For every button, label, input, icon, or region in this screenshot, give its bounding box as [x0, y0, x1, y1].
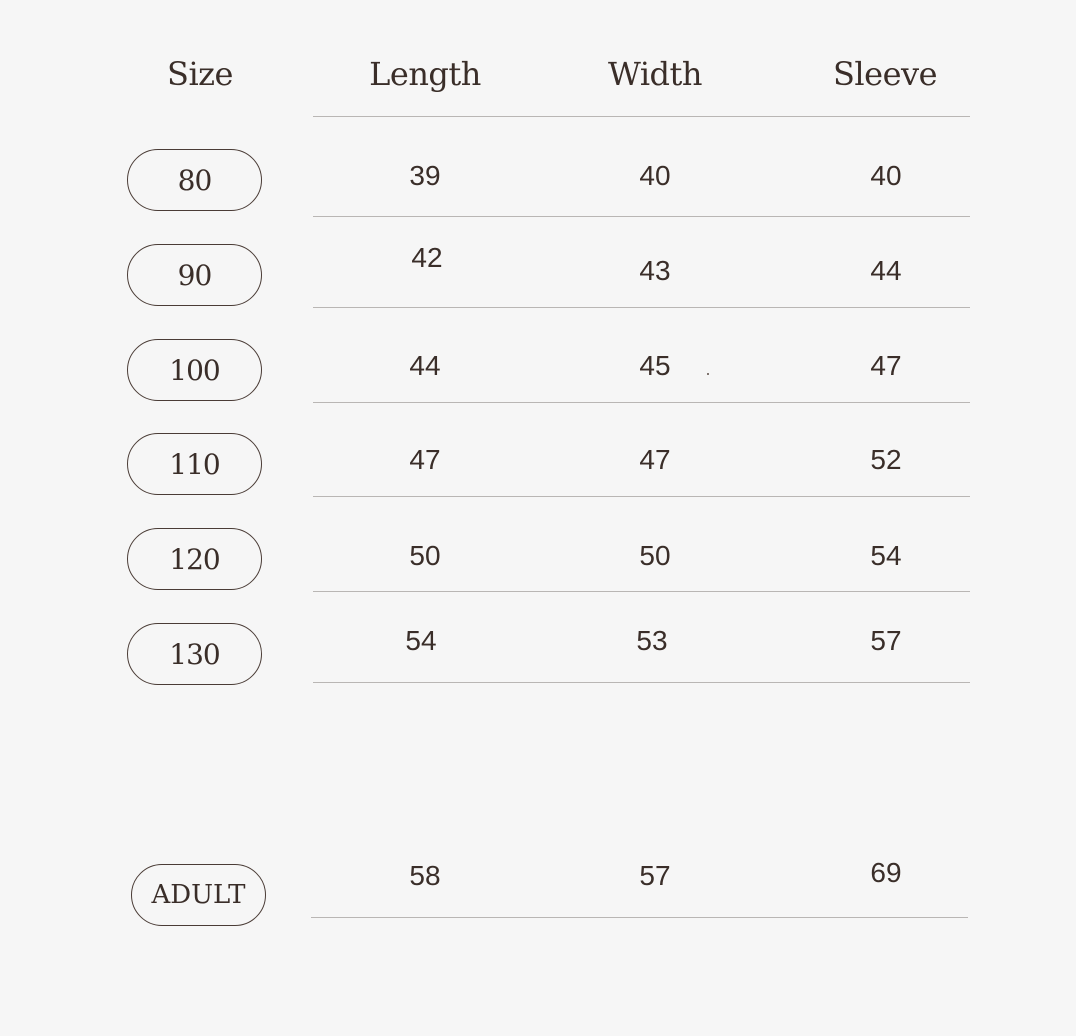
sleeve-value: 52 [870, 444, 902, 475]
header-sleeve: Sleeve [832, 55, 938, 93]
size-pill-130: 130 [127, 623, 262, 685]
length-value: 54 [405, 625, 437, 656]
row-divider [311, 917, 968, 918]
size-pill-90: 90 [127, 244, 262, 306]
size-pill-80: 80 [127, 149, 262, 211]
sleeve-value: 44 [870, 255, 902, 286]
width-value: 40 [639, 160, 671, 191]
width-value: 50 [639, 540, 671, 571]
sleeve-value: 54 [870, 540, 902, 571]
row-divider [313, 216, 970, 217]
stray-dot [707, 373, 709, 375]
length-value: 39 [409, 160, 441, 191]
width-value: 53 [636, 625, 668, 656]
size-pill-adult: ADULT [131, 864, 266, 926]
header-length: Length [369, 55, 481, 93]
sleeve-value: 57 [870, 625, 902, 656]
width-value: 43 [639, 255, 671, 286]
length-value: 58 [409, 860, 441, 891]
row-divider [313, 682, 970, 683]
row-divider [313, 307, 970, 308]
width-value: 57 [639, 860, 671, 891]
width-value: 45 [639, 350, 671, 381]
row-divider [313, 591, 970, 592]
header-width: Width [607, 55, 702, 93]
length-value: 42 [411, 242, 443, 273]
sleeve-value: 69 [870, 857, 902, 888]
row-divider [313, 402, 970, 403]
length-value: 50 [409, 540, 441, 571]
size-pill-110: 110 [127, 433, 262, 495]
size-pill-100: 100 [127, 339, 262, 401]
size-pill-120: 120 [127, 528, 262, 590]
length-value: 44 [409, 350, 441, 381]
row-divider [313, 496, 970, 497]
length-value: 47 [409, 444, 441, 475]
sleeve-value: 40 [870, 160, 902, 191]
header-divider [313, 116, 970, 117]
header-size: Size [167, 55, 233, 93]
width-value: 47 [639, 444, 671, 475]
sleeve-value: 47 [870, 350, 902, 381]
